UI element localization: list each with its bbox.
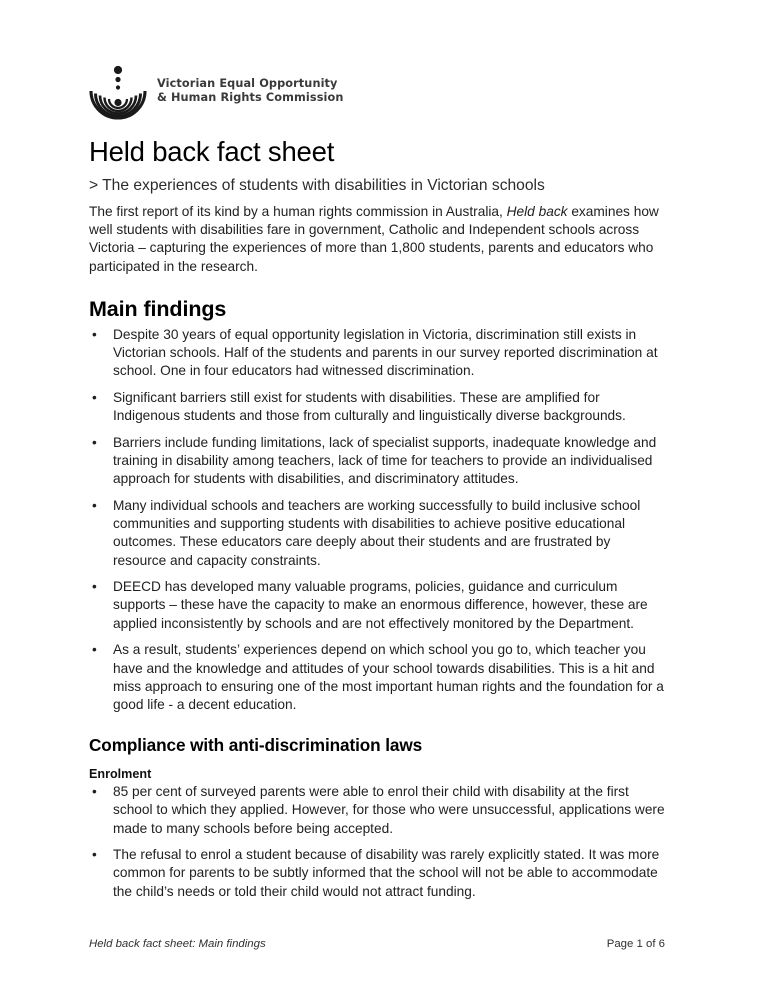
report-title-italic: Held back xyxy=(506,204,568,219)
section-heading-main-findings: Main findings xyxy=(89,296,227,321)
list-item xyxy=(89,641,667,714)
list-item xyxy=(89,389,667,425)
list-item-text: Many individual schools and teachers are working successfully to build inclusive school communities and supporting students with disabilities to achieve positive educational outcomes. These educators care deeply about their students and are frustrated by resource and capacity constraints. xyxy=(113,497,641,568)
main-findings-list xyxy=(89,326,667,714)
footer-page-number: Page 1 of 6 xyxy=(606,938,665,950)
document-body xyxy=(89,203,667,901)
list-item xyxy=(89,326,667,381)
intro-text-part2: examines how well students with disabilities fare in government, Catholic and Independent schools across Victoria – capturing the experiences of more than 1,800 students, parents and educators who participated in the research. xyxy=(89,204,659,274)
list-item xyxy=(89,783,667,838)
bullet-icon: • xyxy=(92,642,97,658)
list-item-text: Significant barriers still exist for students with disabilities. These are amplified for Indigenous students and those from culturally and linguistically diverse backgrounds. xyxy=(113,389,626,424)
list-item-text: Barriers include funding limitations, lack of specialist supports, inadequate knowledge and training in disability among teachers, lack of time for teachers to provide an individualised approach for students with disabilities, and discriminatory attitudes. xyxy=(113,434,657,487)
concentric-ripple-logo-icon xyxy=(89,60,147,122)
subsection-heading-enrolment: Enrolment xyxy=(89,767,152,782)
bullet-icon: • xyxy=(92,847,97,863)
logo-wordmark-line1: Victorian Equal Opportunity xyxy=(157,76,338,90)
list-item-text: 85 per cent of surveyed parents were able to enrol their child with disability at the first school to which they applied. However, for those who were unsuccessful, applications were made to many schools before being accepted. xyxy=(113,784,665,836)
bullet-icon: • xyxy=(92,389,97,405)
bullet-icon: • xyxy=(92,497,97,513)
section-heading-compliance: Compliance with anti-discrimination laws xyxy=(89,735,423,756)
page-title: Held back fact sheet xyxy=(89,136,335,167)
logo-wordmark-line2: & Human Rights Commission xyxy=(157,91,344,104)
list-item xyxy=(89,497,667,570)
page-subtitle: > The experiences of students with disabilities in Victorian schools xyxy=(89,177,545,194)
bullet-icon: • xyxy=(92,434,97,450)
list-item-text: The refusal to enrol a student because of disability was rarely explicitly stated. It was more common for parents to be subtly informed that the school will not be able to accommodate the child’s needs or told their child would not attract funding. xyxy=(113,847,660,899)
bullet-icon: • xyxy=(92,579,97,595)
list-item-text: DEECD has developed many valuable programs, policies, guidance and curriculum supports – these have the capacity to make an enormous difference, however, these are applied inconsistently by schools and are not effectively monitored by the Department. xyxy=(113,579,648,631)
list-item xyxy=(89,846,667,901)
bullet-icon: • xyxy=(92,784,97,800)
list-item-text: As a result, students’ experiences depend on which school you go to, which teacher you have and the knowledge and attitudes of your school towards disabilities. This is a hit and miss approach to ensuring one of the most important human rights and the foundation for a good life - a decent education. xyxy=(113,642,664,712)
organisation-logo xyxy=(89,60,344,122)
list-item xyxy=(89,578,667,633)
intro-text-part1: The first report of its kind by a human rights commission in Australia, xyxy=(89,204,507,219)
page-footer xyxy=(89,937,665,951)
bullet-icon: • xyxy=(92,326,97,342)
logo-wordmark xyxy=(157,77,344,106)
enrolment-list xyxy=(89,783,667,901)
footer-document-label: Held back fact sheet: Main findings xyxy=(89,938,266,950)
list-item-text: Despite 30 years of equal opportunity legislation in Victoria, discrimination still exists in Victorian schools. Half of the students and parents in our survey reported discrimination at school. One in four educators had witnessed discrimination. xyxy=(113,326,658,379)
list-item xyxy=(89,434,667,489)
intro-paragraph xyxy=(89,203,667,276)
